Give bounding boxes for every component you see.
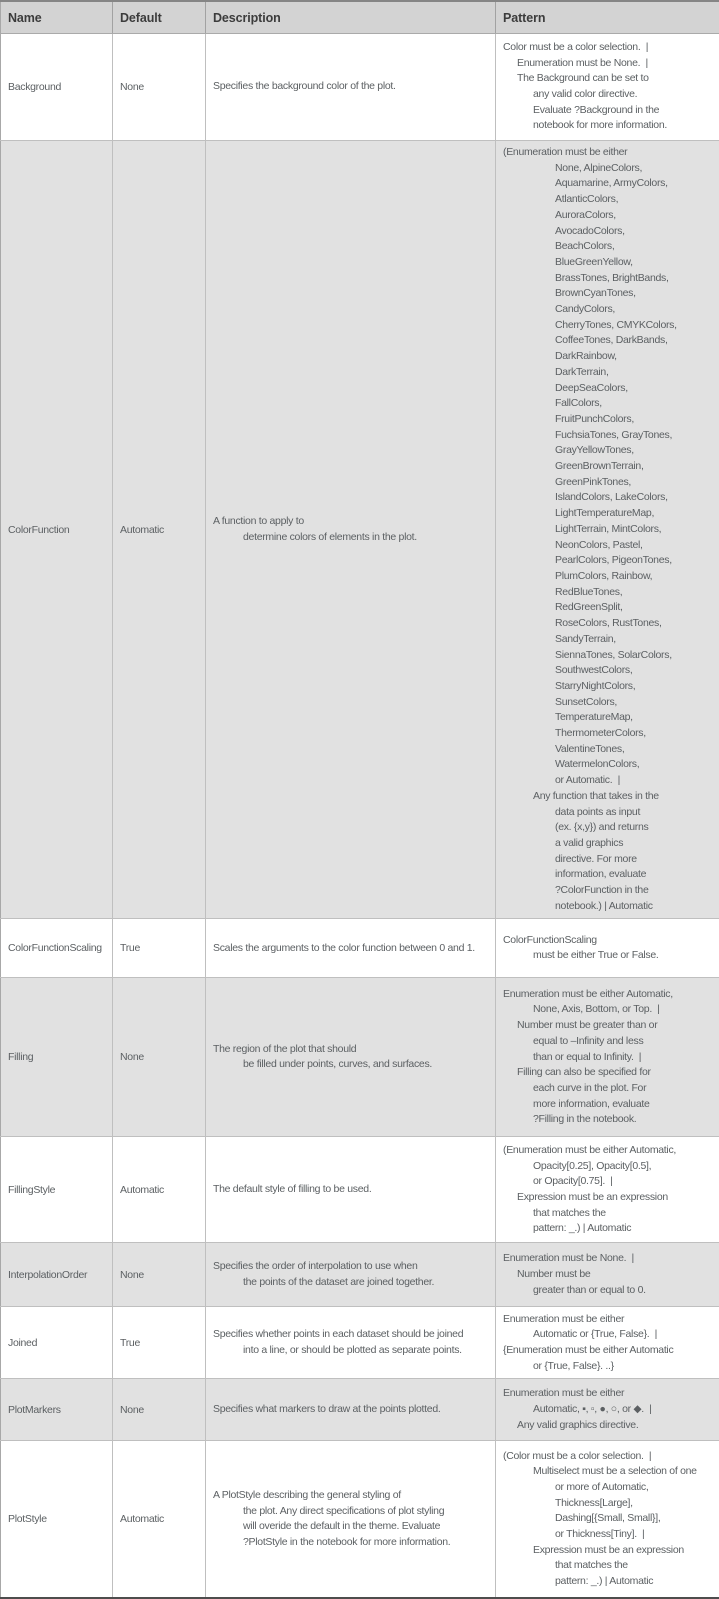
default-value: True bbox=[120, 942, 140, 955]
text-line: CoffeeTones, DarkBands, bbox=[555, 334, 668, 347]
text-line: {Enumeration must be either Automatic bbox=[503, 1343, 674, 1356]
text-line: None, AlpineColors, bbox=[555, 161, 643, 174]
text-line: RoseColors, RustTones, bbox=[555, 617, 662, 630]
text-line: A function to apply to bbox=[213, 515, 304, 528]
table-row bbox=[1, 1379, 719, 1441]
text-line: ColorFunctionScaling bbox=[503, 933, 597, 946]
text-line: into a line, or should be plotted as separate points. bbox=[243, 1343, 462, 1356]
name-cell bbox=[1, 1379, 113, 1441]
text-line: than or equal to Infinity. | bbox=[533, 1050, 642, 1063]
text-line: Enumeration must be either bbox=[503, 1312, 625, 1325]
default-value: None bbox=[120, 1051, 144, 1064]
text-line: BrassTones, BrightBands, bbox=[555, 271, 669, 284]
text-line: AvocadoColors, bbox=[555, 224, 625, 237]
option-name: Background bbox=[8, 81, 62, 93]
text-line: SouthwestColors, bbox=[555, 664, 633, 677]
text-line: SiennaTones, SolarColors, bbox=[555, 648, 672, 661]
text-line: RedBlueTones, bbox=[555, 585, 623, 598]
default-value: None bbox=[120, 81, 144, 93]
text-line: equal to –Infinity and less bbox=[533, 1034, 644, 1047]
text-line: Enumeration must be None. | bbox=[503, 1252, 634, 1265]
text-line: notebook.) | Automatic bbox=[555, 899, 653, 912]
text-line: IslandColors, LakeColors, bbox=[555, 491, 668, 504]
text-line: SunsetColors, bbox=[555, 695, 618, 708]
default-cell bbox=[113, 1379, 206, 1441]
text-line: StarryNightColors, bbox=[555, 679, 636, 692]
text-line: the plot. Any direct specifications of plot styling bbox=[243, 1504, 445, 1517]
text-line: Enumeration must be None. | bbox=[517, 56, 648, 69]
table-row bbox=[1, 919, 719, 978]
text-line: BlueGreenYellow, bbox=[555, 255, 633, 268]
table-row bbox=[1, 978, 719, 1137]
pattern-cell bbox=[496, 919, 719, 978]
text-line: TemperatureMap, bbox=[555, 711, 633, 724]
text-line: FruitPunchColors, bbox=[555, 412, 634, 425]
text-line: PlumColors, Rainbow, bbox=[555, 569, 653, 582]
text-line: PearlColors, PigeonTones, bbox=[555, 554, 672, 567]
text-line: Number must be greater than or bbox=[517, 1019, 658, 1032]
text-line: WatermelonColors, bbox=[555, 758, 640, 771]
description-cell bbox=[206, 141, 496, 919]
text-line: more information, evaluate bbox=[533, 1097, 650, 1110]
text-line: Thickness[Large], bbox=[555, 1496, 633, 1509]
text-line: NeonColors, Pastel, bbox=[555, 538, 643, 551]
text-line: Expression must be an expression bbox=[533, 1543, 684, 1556]
text-line: a valid graphics bbox=[555, 836, 624, 849]
text-line: (Enumeration must be either Automatic, bbox=[503, 1143, 677, 1156]
default-cell bbox=[113, 919, 206, 978]
text-line: information, evaluate bbox=[555, 868, 647, 881]
default-value: Automatic bbox=[120, 1183, 164, 1196]
text-line: ?PlotStyle in the notebook for more information. bbox=[243, 1535, 451, 1548]
text-line: Dashing[{Small, Small}], bbox=[555, 1512, 661, 1525]
text-line: Enumeration must be either Automatic, bbox=[503, 987, 673, 1000]
name-cell bbox=[1, 919, 113, 978]
name-cell bbox=[1, 1307, 113, 1379]
name-cell bbox=[1, 1137, 113, 1243]
text-line: BeachColors, bbox=[555, 240, 615, 253]
text-line: notebook for more information. bbox=[533, 119, 667, 132]
option-name: PlotStyle bbox=[8, 1513, 47, 1526]
default-cell bbox=[113, 1137, 206, 1243]
text-line: each curve in the plot. For bbox=[533, 1082, 647, 1094]
text-line: ?Filling in the notebook. bbox=[533, 1113, 637, 1126]
text-line: SandyTerrain, bbox=[555, 632, 616, 645]
table-row bbox=[1, 34, 719, 141]
text-line: or more of Automatic, bbox=[555, 1480, 649, 1493]
text-line: Expression must be an expression bbox=[517, 1190, 668, 1203]
text-line: Any valid graphics directive. bbox=[517, 1418, 639, 1431]
text-line: will overide the default in the theme. Evaluate bbox=[243, 1520, 441, 1533]
option-name: FillingStyle bbox=[8, 1183, 56, 1196]
text-line: directive. For more bbox=[555, 852, 637, 865]
text-line: pattern: _.) | Automatic bbox=[533, 1222, 632, 1235]
default-cell bbox=[113, 141, 206, 919]
text-line: be filled under points, curves, and surfaces. bbox=[243, 1058, 433, 1071]
pattern-cell bbox=[496, 141, 719, 919]
text-line: Specifies what markers to draw at the points plotted. bbox=[213, 1403, 441, 1416]
default-value: None bbox=[120, 1403, 144, 1416]
text-line: Color must be a color selection. | bbox=[503, 40, 649, 53]
text-line: ?ColorFunction in the bbox=[555, 884, 649, 897]
text-line: Automatic, ▪, ▫, ●, ○, or ◆. | bbox=[533, 1403, 652, 1416]
default-cell bbox=[113, 1307, 206, 1379]
text-line: ValentineTones, bbox=[555, 742, 625, 755]
text-line: AuroraColors, bbox=[555, 208, 616, 221]
description-cell bbox=[206, 1379, 496, 1441]
description-cell bbox=[206, 1243, 496, 1307]
text-line: The region of the plot that should bbox=[213, 1042, 357, 1055]
text-line: FuchsiaTones, GrayTones, bbox=[555, 428, 673, 441]
text-line: Specifies the order of interpolation to use when bbox=[213, 1260, 418, 1273]
default-cell bbox=[113, 978, 206, 1137]
text-line: pattern: _.) | Automatic bbox=[555, 1575, 654, 1588]
text-line: GreenBrownTerrain, bbox=[555, 460, 644, 473]
description-cell bbox=[206, 34, 496, 141]
text-line: any valid color directive. bbox=[533, 88, 638, 100]
text-line: (ex. {x,y}) and returns bbox=[555, 821, 649, 834]
default-value: None bbox=[120, 1268, 144, 1281]
text-line: AtlanticColors, bbox=[555, 193, 619, 206]
column-header-description: Description bbox=[206, 1, 496, 34]
text-line: Scales the arguments to the color function between 0 and 1. bbox=[213, 941, 475, 954]
name-cell bbox=[1, 1243, 113, 1307]
text-line: Aquamarine, ArmyColors, bbox=[555, 177, 668, 190]
text-line: BrownCyanTones, bbox=[555, 287, 636, 300]
text-line: The default style of filling to be used. bbox=[213, 1183, 372, 1196]
description-cell bbox=[206, 978, 496, 1137]
description-cell bbox=[206, 1137, 496, 1243]
text-line: or Automatic. | bbox=[555, 774, 621, 787]
option-name: ColorFunctionScaling bbox=[8, 942, 102, 955]
text-line: LightTerrain, MintColors, bbox=[555, 522, 662, 535]
pattern-cell bbox=[496, 1441, 719, 1598]
option-name: PlotMarkers bbox=[8, 1403, 61, 1416]
name-cell bbox=[1, 141, 113, 919]
description-cell bbox=[206, 1307, 496, 1379]
text-line: greater than or equal to 0. bbox=[533, 1283, 646, 1296]
header-row bbox=[1, 1, 719, 34]
text-line: The Background can be set to bbox=[517, 72, 649, 85]
text-line: data points as input bbox=[555, 805, 641, 818]
text-line: DeepSeaColors, bbox=[555, 381, 628, 394]
text-line: Specifies the background color of the plot. bbox=[213, 80, 396, 93]
text-line: determine colors of elements in the plot. bbox=[243, 530, 417, 543]
text-line: RedGreenSplit, bbox=[555, 601, 623, 614]
default-value: True bbox=[120, 1336, 140, 1349]
name-cell bbox=[1, 34, 113, 141]
option-name: InterpolationOrder bbox=[8, 1268, 88, 1281]
default-cell bbox=[113, 1441, 206, 1598]
text-line: or Opacity[0.75]. | bbox=[533, 1175, 613, 1188]
text-line: Specifies whether points in each dataset should be joined bbox=[213, 1328, 464, 1341]
text-line: that matches the bbox=[533, 1206, 606, 1219]
pattern-cell bbox=[496, 1243, 719, 1307]
pattern-cell bbox=[496, 1137, 719, 1243]
text-line: GreenPinkTones, bbox=[555, 475, 632, 488]
text-line: (Enumeration must be either bbox=[503, 146, 628, 158]
text-line: CandyColors, bbox=[555, 303, 616, 316]
text-line: must be either True or False. bbox=[533, 949, 659, 962]
default-cell bbox=[113, 1243, 206, 1307]
option-name: Filling bbox=[8, 1051, 34, 1064]
table-body bbox=[1, 34, 719, 1598]
pattern-cell bbox=[496, 1307, 719, 1379]
option-name: Joined bbox=[8, 1336, 38, 1349]
table-row bbox=[1, 1441, 719, 1598]
text-line: Number must be bbox=[517, 1268, 591, 1281]
table-row bbox=[1, 141, 719, 919]
text-line: LightTemperatureMap, bbox=[555, 507, 655, 520]
text-line: ThermometerColors, bbox=[555, 727, 646, 740]
table-header bbox=[1, 1, 719, 34]
text-line: Filling can also be specified for bbox=[517, 1066, 651, 1079]
pattern-cell bbox=[496, 1379, 719, 1441]
pattern-cell bbox=[496, 978, 719, 1137]
default-value: Automatic bbox=[120, 1513, 164, 1526]
column-header-default: Default bbox=[113, 1, 206, 34]
text-line: CherryTones, CMYKColors, bbox=[555, 318, 677, 331]
description-cell bbox=[206, 1441, 496, 1598]
text-line: or {True, False}. ..} bbox=[533, 1359, 614, 1372]
text-line: Automatic or {True, False}. | bbox=[533, 1328, 658, 1341]
description-cell bbox=[206, 919, 496, 978]
option-name: ColorFunction bbox=[8, 523, 70, 536]
table-row bbox=[1, 1137, 719, 1243]
text-line: the points of the dataset are joined together. bbox=[243, 1275, 435, 1288]
column-header-name: Name bbox=[1, 1, 113, 34]
table-row bbox=[1, 1307, 719, 1379]
text-line: Multiselect must be a selection of one bbox=[533, 1465, 697, 1478]
pattern-cell bbox=[496, 34, 719, 141]
text-line: Any function that takes in the bbox=[533, 789, 659, 802]
text-line: Opacity[0.25], Opacity[0.5], bbox=[533, 1159, 652, 1172]
text-line: GrayYellowTones, bbox=[555, 444, 634, 457]
text-line: Evaluate ?Background in the bbox=[533, 103, 660, 116]
default-value: Automatic bbox=[120, 523, 164, 536]
text-line: that matches the bbox=[555, 1559, 628, 1572]
name-cell bbox=[1, 978, 113, 1137]
column-header-pattern: Pattern bbox=[496, 1, 719, 34]
text-line: FallColors, bbox=[555, 397, 602, 410]
text-line: Enumeration must be either bbox=[503, 1387, 625, 1400]
name-cell bbox=[1, 1441, 113, 1598]
table-row bbox=[1, 1243, 719, 1307]
text-line: or Thickness[Tiny]. | bbox=[555, 1528, 645, 1541]
text-line: DarkTerrain, bbox=[555, 365, 609, 378]
text-line: A PlotStyle describing the general styling of bbox=[213, 1488, 401, 1501]
text-line: None, Axis, Bottom, or Top. | bbox=[533, 1003, 660, 1016]
default-cell bbox=[113, 34, 206, 141]
text-line: (Color must be a color selection. | bbox=[503, 1449, 652, 1462]
text-line: DarkRainbow, bbox=[555, 350, 617, 363]
